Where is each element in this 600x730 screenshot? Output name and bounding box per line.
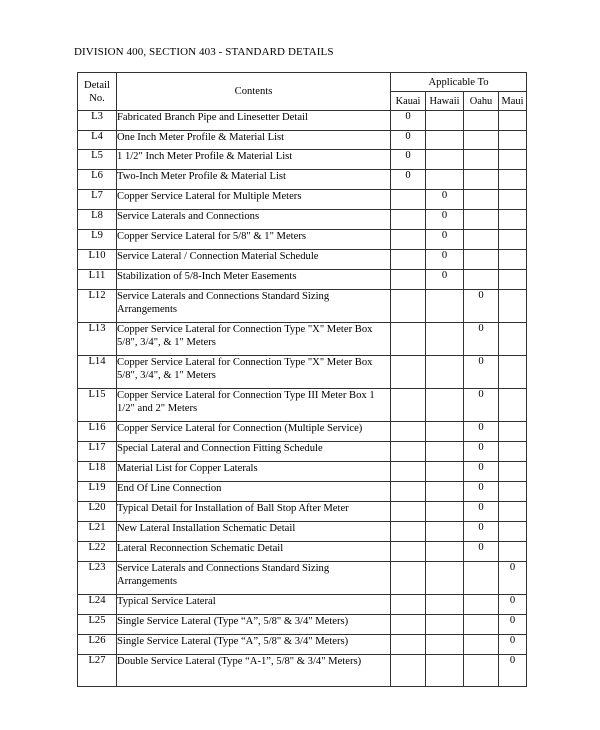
applicability-mark-oahu	[464, 615, 499, 635]
applicability-mark-hawaii: 0	[426, 250, 464, 270]
applicability-mark-maui	[499, 270, 527, 290]
applicability-mark-maui	[499, 210, 527, 230]
table-row	[78, 131, 527, 150]
applicability-mark-maui	[499, 542, 527, 562]
detail-number: L9	[78, 230, 117, 250]
applicability-mark-hawaii	[426, 562, 464, 595]
applicability-mark-kauai	[391, 635, 426, 655]
detail-number: L25	[78, 615, 117, 635]
detail-contents: Two-Inch Meter Profile & Material List	[117, 170, 391, 190]
applicability-mark-maui	[499, 230, 527, 250]
detail-contents: Service Lateral / Connection Material Schedule	[117, 250, 391, 270]
detail-contents: Service Laterals and Connections Standard Sizing Arrangements	[117, 562, 391, 595]
applicability-mark-kauai	[391, 250, 426, 270]
table-row	[78, 635, 527, 655]
island-header-kauai: Kauai	[391, 92, 426, 111]
detail-contents: Service Laterals and Connections Standard Sizing Arrangements	[117, 290, 391, 323]
table-row	[78, 542, 527, 562]
applicability-mark-oahu	[464, 111, 499, 131]
applicability-mark-kauai	[391, 323, 426, 356]
applicability-mark-kauai	[391, 502, 426, 522]
table-row	[78, 442, 527, 462]
island-header-oahu: Oahu	[464, 92, 499, 111]
applicability-mark-oahu: 0	[464, 323, 499, 356]
detail-number: L4	[78, 131, 117, 150]
applicability-mark-maui	[499, 131, 527, 150]
applicability-mark-oahu	[464, 170, 499, 190]
detail-contents: Copper Service Lateral for Connection Type "X" Meter Box 5/8", 3/4", & 1" Meters	[117, 356, 391, 389]
applicability-mark-oahu	[464, 270, 499, 290]
detail-number: L23	[78, 562, 117, 595]
table-row	[78, 250, 527, 270]
applicability-mark-maui	[499, 482, 527, 502]
applicability-mark-kauai	[391, 442, 426, 462]
applicability-mark-hawaii	[426, 615, 464, 635]
applicability-mark-hawaii: 0	[426, 190, 464, 210]
applicability-mark-oahu: 0	[464, 462, 499, 482]
applicability-mark-maui	[499, 150, 527, 170]
detail-contents: Material List for Copper Laterals	[117, 462, 391, 482]
applicability-mark-oahu: 0	[464, 422, 499, 442]
table-row	[78, 356, 527, 389]
applicability-mark-hawaii	[426, 356, 464, 389]
detail-contents: Copper Service Lateral for Connection (Multiple Service)	[117, 422, 391, 442]
detail-contents: Copper Service Lateral for Connection Type III Meter Box 1 1/2" and 2" Meters	[117, 389, 391, 422]
detail-number: L27	[78, 655, 117, 687]
detail-contents: Fabricated Branch Pipe and Linesetter Detail	[117, 111, 391, 131]
detail-contents: 1 1/2" Inch Meter Profile & Material List	[117, 150, 391, 170]
applicability-mark-kauai	[391, 389, 426, 422]
detail-number: L22	[78, 542, 117, 562]
applicability-mark-hawaii: 0	[426, 230, 464, 250]
applicability-mark-maui	[499, 502, 527, 522]
applicability-mark-oahu: 0	[464, 522, 499, 542]
applicability-mark-oahu	[464, 210, 499, 230]
applicability-mark-maui	[499, 323, 527, 356]
detail-contents: One Inch Meter Profile & Material List	[117, 131, 391, 150]
detail-contents: New Lateral Installation Schematic Detail	[117, 522, 391, 542]
applicability-mark-hawaii: 0	[426, 270, 464, 290]
applicability-mark-oahu: 0	[464, 356, 499, 389]
applicability-mark-oahu: 0	[464, 542, 499, 562]
detail-no-header: Detail No.	[78, 73, 117, 111]
detail-contents: Typical Detail for Installation of Ball Stop After Meter	[117, 502, 391, 522]
applicability-mark-oahu	[464, 250, 499, 270]
detail-number: L3	[78, 111, 117, 131]
applicability-mark-maui	[499, 356, 527, 389]
applicability-mark-oahu	[464, 150, 499, 170]
table-row	[78, 389, 527, 422]
applicability-mark-maui	[499, 389, 527, 422]
applicability-mark-maui: 0	[499, 562, 527, 595]
table-row	[78, 462, 527, 482]
page-heading: DIVISION 400, SECTION 403 - STANDARD DETAILS	[74, 46, 334, 58]
applicability-mark-kauai	[391, 615, 426, 635]
detail-number: L18	[78, 462, 117, 482]
applicable-to-header: Applicable To	[391, 73, 527, 92]
detail-contents: Stabilization of 5/8-Inch Meter Easements	[117, 270, 391, 290]
detail-contents: Copper Service Lateral for 5/8" & 1" Meters	[117, 230, 391, 250]
applicability-mark-kauai	[391, 482, 426, 502]
contents-header: Contents	[117, 73, 391, 111]
applicability-mark-hawaii	[426, 462, 464, 482]
applicability-mark-hawaii	[426, 595, 464, 615]
detail-number: L14	[78, 356, 117, 389]
applicability-mark-kauai	[391, 542, 426, 562]
detail-contents: Lateral Reconnection Schematic Detail	[117, 542, 391, 562]
applicability-mark-oahu	[464, 595, 499, 615]
table-row	[78, 422, 527, 442]
applicability-mark-hawaii: 0	[426, 210, 464, 230]
table-row	[78, 615, 527, 635]
applicability-mark-hawaii	[426, 290, 464, 323]
details-table-body	[78, 111, 527, 687]
table-row	[78, 562, 527, 595]
applicability-mark-maui	[499, 111, 527, 131]
applicability-mark-maui	[499, 190, 527, 210]
applicability-mark-maui	[499, 462, 527, 482]
detail-contents: Copper Service Lateral for Multiple Meters	[117, 190, 391, 210]
detail-contents: Single Service Lateral (Type “A”, 5/8" & 3/4" Meters)	[117, 635, 391, 655]
applicability-mark-maui: 0	[499, 655, 527, 687]
applicability-mark-oahu	[464, 635, 499, 655]
table-row	[78, 170, 527, 190]
applicability-mark-kauai	[391, 190, 426, 210]
table-row	[78, 270, 527, 290]
detail-number: L16	[78, 422, 117, 442]
applicability-mark-kauai	[391, 290, 426, 323]
detail-number: L8	[78, 210, 117, 230]
applicability-mark-maui	[499, 250, 527, 270]
detail-number: L5	[78, 150, 117, 170]
applicability-mark-kauai: 0	[391, 170, 426, 190]
table-row	[78, 190, 527, 210]
applicability-mark-kauai: 0	[391, 131, 426, 150]
detail-contents: Single Service Lateral (Type “A”, 5/8" & 3/4" Meters)	[117, 615, 391, 635]
table-row	[78, 522, 527, 542]
applicability-mark-maui: 0	[499, 635, 527, 655]
table-row	[78, 290, 527, 323]
detail-number: L17	[78, 442, 117, 462]
island-header-maui: Maui	[499, 92, 527, 111]
table-row	[78, 230, 527, 250]
applicability-mark-oahu: 0	[464, 290, 499, 323]
detail-number: L19	[78, 482, 117, 502]
table-row	[78, 655, 527, 687]
applicability-mark-hawaii	[426, 111, 464, 131]
applicability-mark-oahu	[464, 131, 499, 150]
applicability-mark-oahu: 0	[464, 389, 499, 422]
table-row	[78, 502, 527, 522]
applicability-mark-kauai	[391, 230, 426, 250]
standard-details-table	[77, 72, 527, 687]
applicability-mark-kauai	[391, 655, 426, 687]
applicability-mark-maui: 0	[499, 615, 527, 635]
detail-number: L20	[78, 502, 117, 522]
applicability-mark-kauai	[391, 356, 426, 389]
table-row	[78, 482, 527, 502]
table-row	[78, 323, 527, 356]
table-row	[78, 595, 527, 615]
applicability-mark-oahu	[464, 655, 499, 687]
detail-number: L21	[78, 522, 117, 542]
applicability-mark-kauai	[391, 462, 426, 482]
applicability-mark-oahu	[464, 230, 499, 250]
applicability-mark-hawaii	[426, 389, 464, 422]
applicability-mark-kauai	[391, 522, 426, 542]
applicability-mark-hawaii	[426, 323, 464, 356]
applicability-mark-maui	[499, 422, 527, 442]
detail-number: L11	[78, 270, 117, 290]
detail-contents: End Of Line Connection	[117, 482, 391, 502]
applicability-mark-hawaii	[426, 502, 464, 522]
applicability-mark-hawaii	[426, 442, 464, 462]
applicability-mark-maui	[499, 442, 527, 462]
applicability-mark-maui: 0	[499, 595, 527, 615]
table-row	[78, 210, 527, 230]
applicability-mark-kauai	[391, 210, 426, 230]
island-header-hawaii: Hawaii	[426, 92, 464, 111]
detail-number: L13	[78, 323, 117, 356]
table-row	[78, 150, 527, 170]
applicability-mark-oahu	[464, 190, 499, 210]
detail-number: L12	[78, 290, 117, 323]
applicability-mark-hawaii	[426, 522, 464, 542]
applicability-mark-hawaii	[426, 170, 464, 190]
detail-contents: Copper Service Lateral for Connection Type "X" Meter Box 5/8", 3/4", & 1" Meters	[117, 323, 391, 356]
applicability-mark-hawaii	[426, 422, 464, 442]
applicability-mark-hawaii	[426, 655, 464, 687]
applicability-mark-oahu: 0	[464, 502, 499, 522]
detail-number: L6	[78, 170, 117, 190]
detail-contents: Typical Service Lateral	[117, 595, 391, 615]
applicability-mark-oahu: 0	[464, 482, 499, 502]
detail-contents: Double Service Lateral (Type “A-1”, 5/8" & 3/4" Meters)	[117, 655, 391, 687]
detail-number: L26	[78, 635, 117, 655]
applicability-mark-maui	[499, 522, 527, 542]
applicability-mark-kauai: 0	[391, 111, 426, 131]
detail-number: L7	[78, 190, 117, 210]
applicability-mark-hawaii	[426, 482, 464, 502]
detail-number: L24	[78, 595, 117, 615]
applicability-mark-maui	[499, 290, 527, 323]
applicability-mark-kauai: 0	[391, 150, 426, 170]
detail-number: L10	[78, 250, 117, 270]
applicability-mark-kauai	[391, 562, 426, 595]
applicability-mark-hawaii	[426, 635, 464, 655]
detail-number: L15	[78, 389, 117, 422]
applicability-mark-maui	[499, 170, 527, 190]
applicability-mark-kauai	[391, 270, 426, 290]
applicability-mark-kauai	[391, 595, 426, 615]
applicability-mark-hawaii	[426, 542, 464, 562]
applicability-mark-oahu	[464, 562, 499, 595]
detail-contents: Special Lateral and Connection Fitting Schedule	[117, 442, 391, 462]
detail-contents: Service Laterals and Connections	[117, 210, 391, 230]
table-row	[78, 111, 527, 131]
applicability-mark-hawaii	[426, 131, 464, 150]
applicability-mark-kauai	[391, 422, 426, 442]
applicability-mark-oahu: 0	[464, 442, 499, 462]
applicability-mark-hawaii	[426, 150, 464, 170]
